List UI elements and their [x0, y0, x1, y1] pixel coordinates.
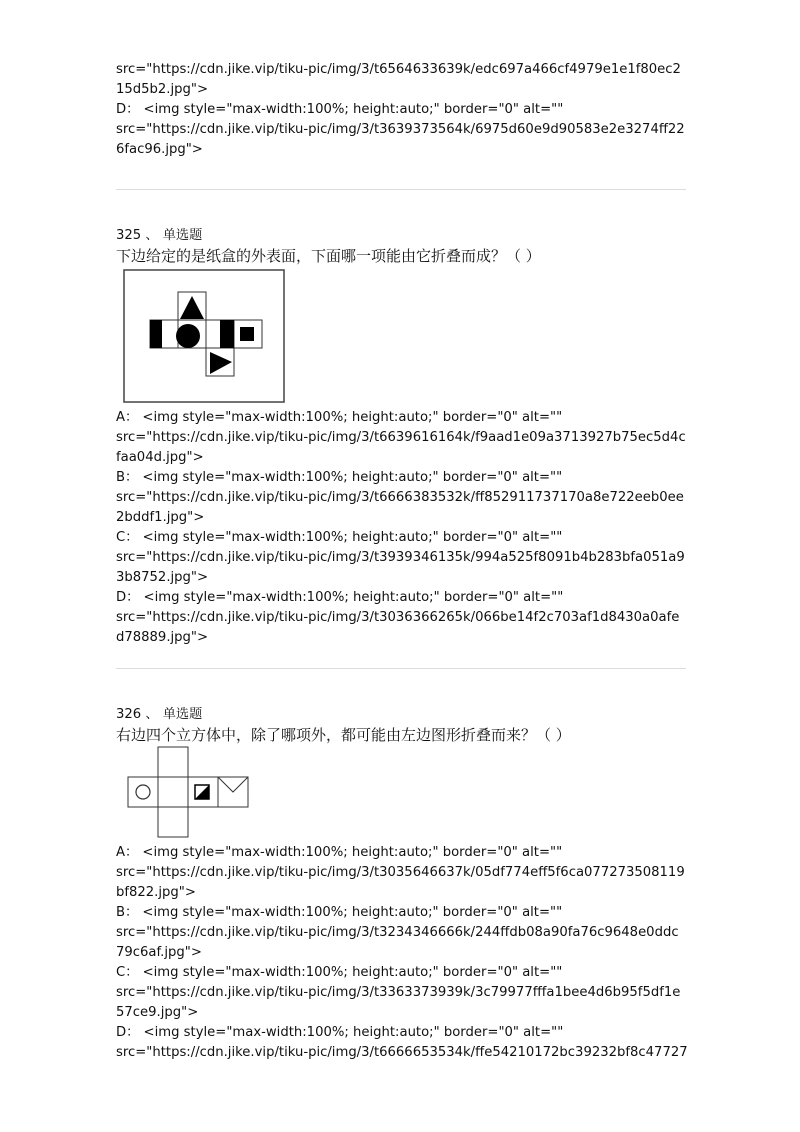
option-line: C： <img style="max-width:100%; height:auto;" border="0" alt="": [116, 530, 563, 545]
option-line: D： <img style="max-width:100%; height:auto;" border="0" alt="": [116, 1025, 564, 1040]
option-line: src="https://cdn.jike.vip/tiku-pic/img/3/t3035646637k/05df774eff5f6ca077273508119: [116, 865, 685, 880]
option-line: C： <img style="max-width:100%; height:auto;" border="0" alt="": [116, 965, 563, 980]
option-line: 2bddf1.jpg">: [116, 510, 205, 525]
option-line: faa04d.jpg">: [116, 450, 204, 465]
option-line: src="https://cdn.jike.vip/tiku-pic/img/3/t6639616164k/f9aad1e09a3713927b75ec5d4c: [116, 430, 686, 445]
option-line: 6fac96.jpg">: [116, 142, 203, 157]
question-header: 325 、 单选题: [116, 228, 203, 243]
option-line: src="https://cdn.jike.vip/tiku-pic/img/3/t6666383532k/ff852911737170a8e722eeb0ee: [116, 490, 684, 505]
question-header: 326 、 单选题: [116, 707, 203, 722]
option-line: bf822.jpg">: [116, 885, 196, 900]
box-net-figure: [120, 266, 290, 408]
option-line: 57ce9.jpg">: [116, 1005, 199, 1020]
prev-question-options: [116, 60, 686, 160]
option-line: D： <img style="max-width:100%; height:auto;" border="0" alt="": [116, 590, 564, 605]
question-325: [116, 226, 686, 648]
option-line: B： <img style="max-width:100%; height:auto;" border="0" alt="": [116, 470, 563, 485]
option-line: src="https://cdn.jike.vip/tiku-pic/img/3/t3363373939k/3c79977fffa1bee4d6b95f5df1e: [116, 985, 681, 1000]
option-line: src="https://cdn.jike.vip/tiku-pic/img/3/t3939346135k/994a525f8091b4b283bfa051a9: [116, 550, 685, 565]
option-line: src="https://cdn.jike.vip/tiku-pic/img/3/t6666653534k/ffe54210172bc39232bf8c47727: [116, 1045, 688, 1060]
option-line: src="https://cdn.jike.vip/tiku-pic/img/3/t3234346666k/244ffdb08a90fa76c9648e0ddc: [116, 925, 679, 940]
question-text: 右边四个立方体中，除了哪项外，都可能由左边图形折叠而来？（ ）: [116, 726, 571, 744]
option-line: A： <img style="max-width:100%; height:auto;" border="0" alt="": [116, 845, 563, 860]
option-line: d78889.jpg">: [116, 630, 209, 645]
option-line: B： <img style="max-width:100%; height:auto;" border="0" alt="": [116, 905, 563, 920]
question-text: 下边给定的是纸盒的外表面，下面哪一项能由它折叠而成？（ ）: [116, 247, 541, 265]
option-line: A： <img style="max-width:100%; height:auto;" border="0" alt="": [116, 410, 563, 425]
option-line: 15d5b2.jpg">: [116, 82, 209, 97]
question-326: [116, 705, 686, 1063]
option-line: src="https://cdn.jike.vip/tiku-pic/img/3/t3639373564k/6975d60e9d90583e2e3274ff22: [116, 122, 685, 137]
cube-net-figure: [124, 745, 264, 843]
option-line: 79c6af.jpg">: [116, 945, 202, 960]
option-line: D： <img style="max-width:100%; height:auto;" border="0" alt="": [116, 102, 564, 117]
option-line: 3b8752.jpg">: [116, 570, 209, 585]
option-line: src="https://cdn.jike.vip/tiku-pic/img/3/t3036366265k/066be14f2c703af1d8430a0afe: [116, 610, 680, 625]
option-line: src="https://cdn.jike.vip/tiku-pic/img/3/t6564633639k/edc697a466cf4979e1e1f80ec2: [116, 62, 681, 77]
document-page: [116, 60, 686, 1063]
